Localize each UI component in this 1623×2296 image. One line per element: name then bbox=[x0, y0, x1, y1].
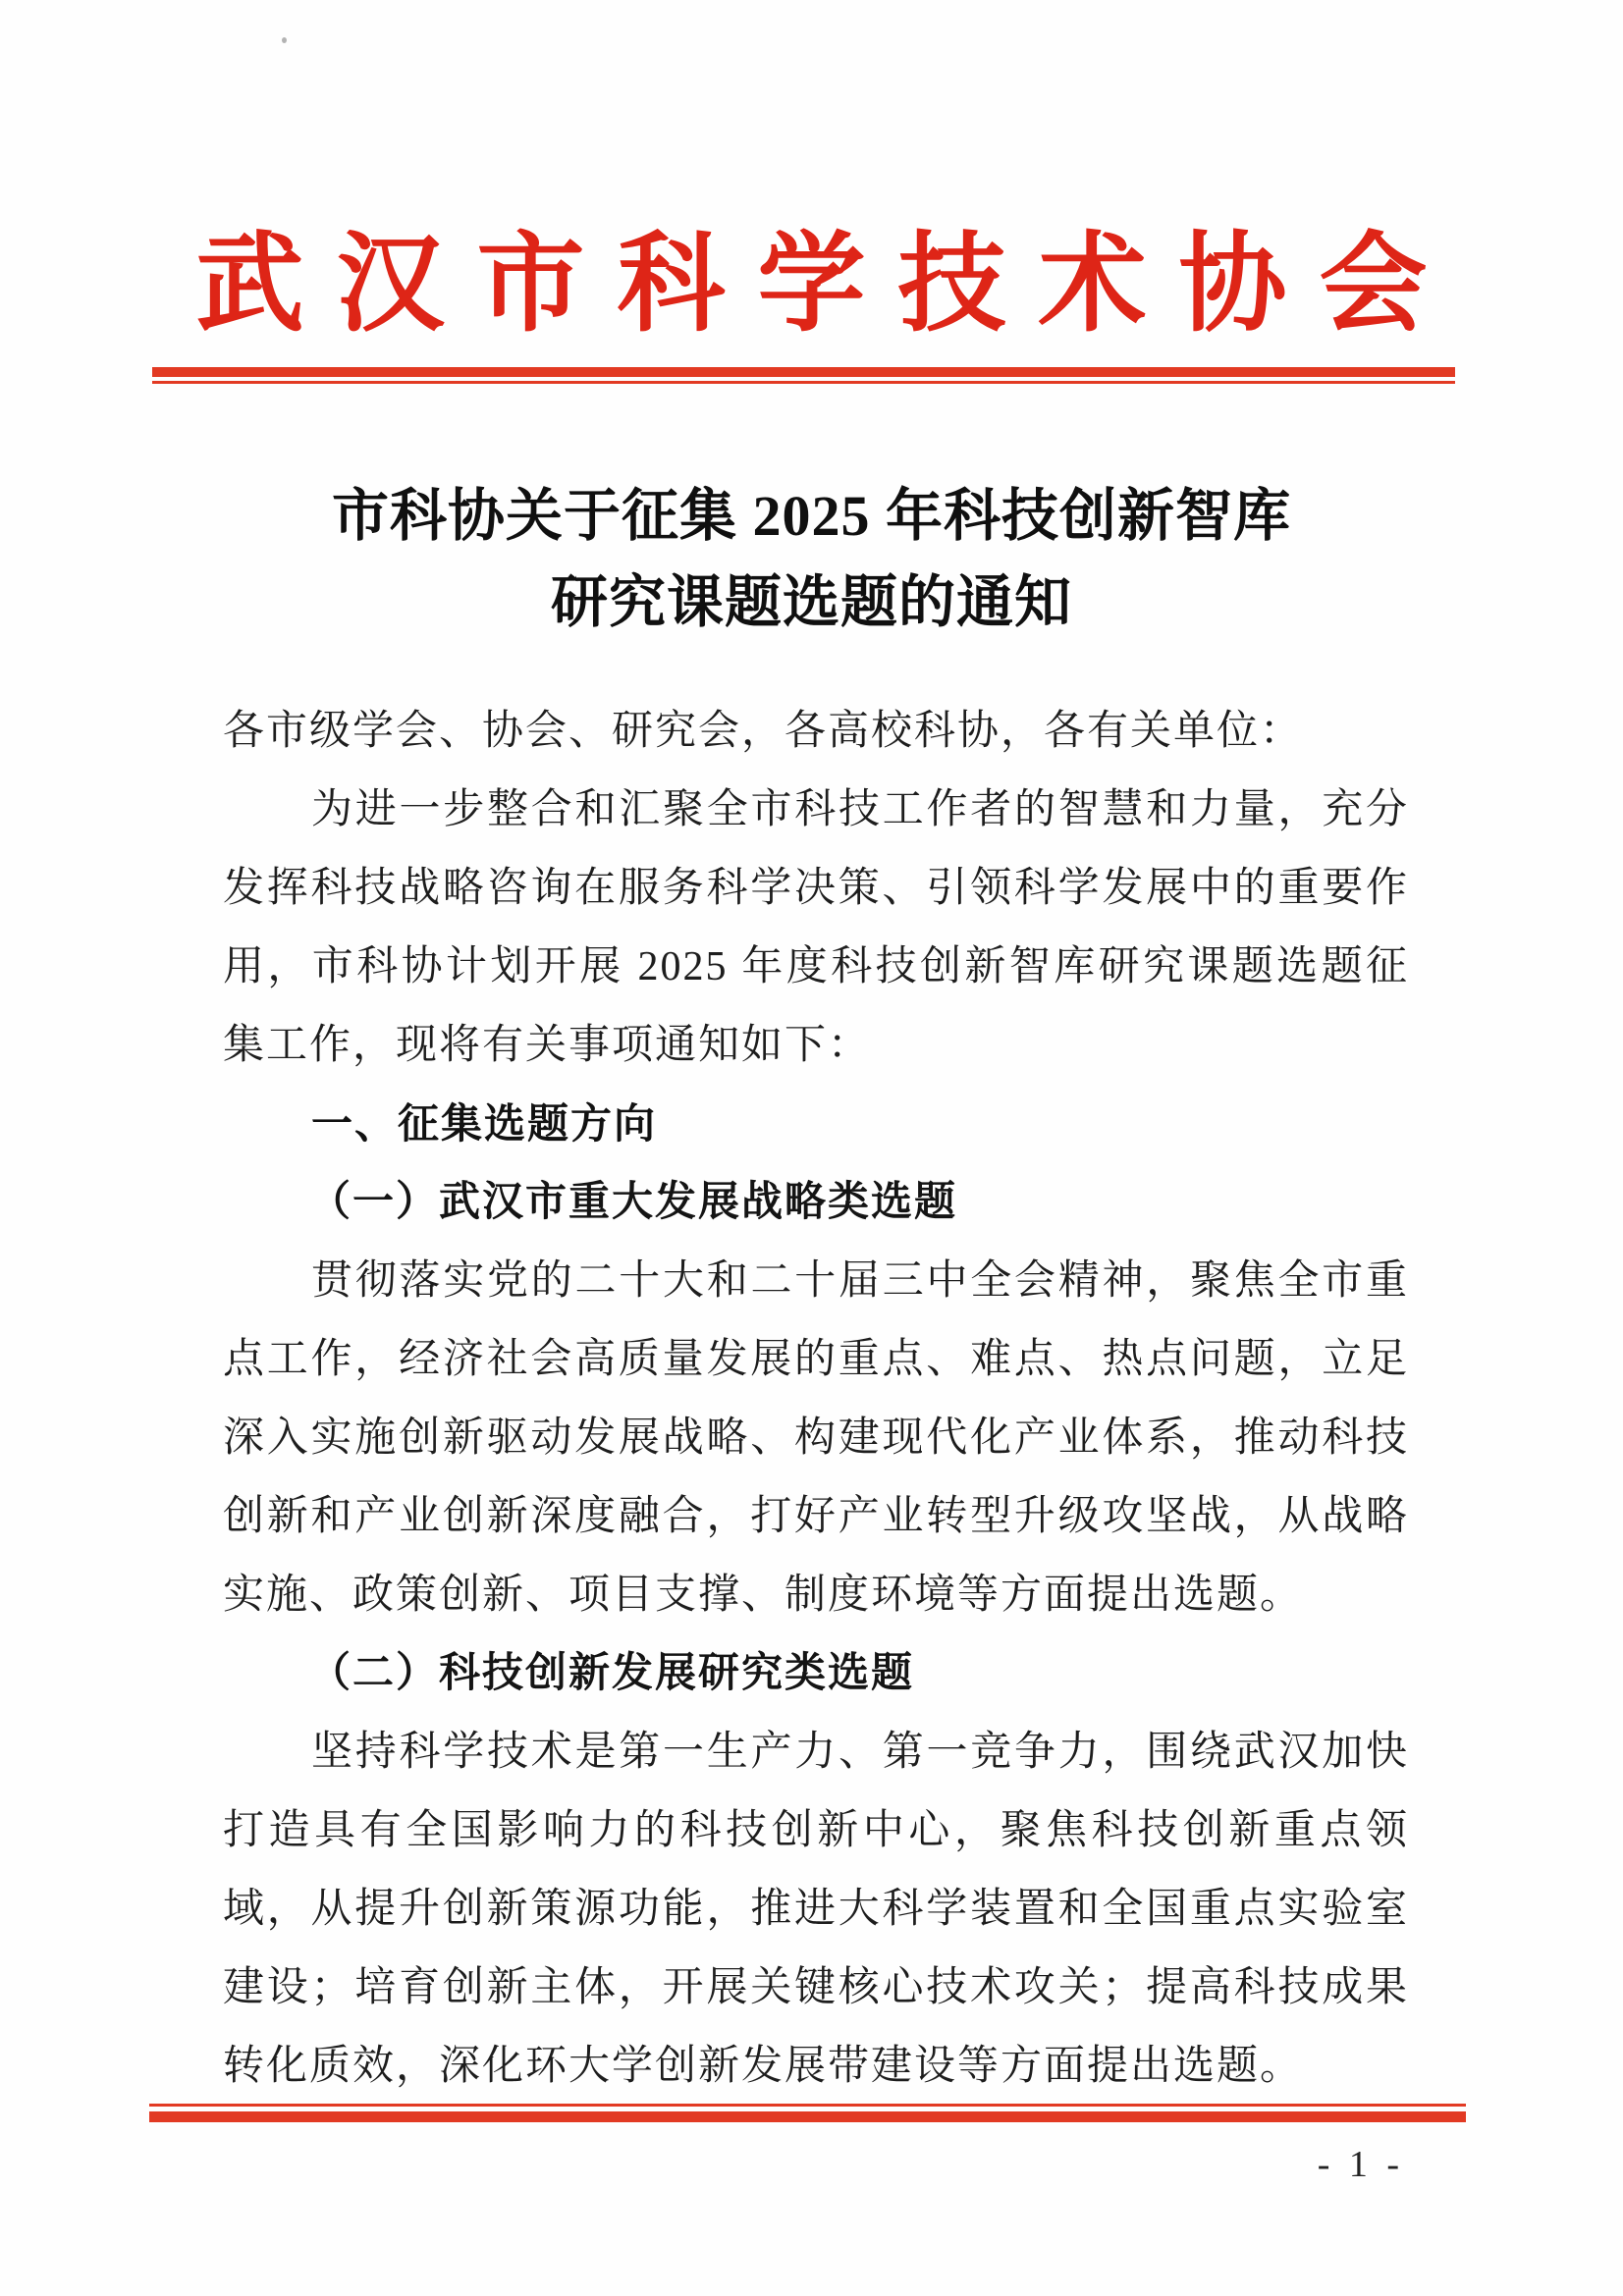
body-line: 贯彻落实党的二十大和二十届三中全会精神，聚焦全市重 bbox=[311, 1258, 1409, 1304]
body-line: 域，从提升创新策源功能，推进大科学装置和全国重点实验室 bbox=[223, 1887, 1409, 1932]
section-heading: （二）科技创新发展研究类选题 bbox=[309, 1651, 915, 1696]
body-line: 集工作，现将有关事项通知如下： bbox=[223, 1023, 872, 1068]
body-line: 为进一步整合和汇聚全市科技工作者的智慧和力量，充分 bbox=[311, 787, 1409, 832]
document-title-line2: 研究课题选题的通知 bbox=[550, 570, 1072, 634]
body-line: 用，市科协计划开展 2025 年度科技创新智库研究课题选题征 bbox=[223, 944, 1409, 989]
body-line: 发挥科技战略咨询在服务科学决策、引领科学发展中的重要作 bbox=[223, 866, 1409, 911]
page-number: - 1 - bbox=[1317, 2144, 1404, 2185]
section-heading: （一）武汉市重大发展战略类选题 bbox=[309, 1180, 958, 1225]
body-line: 实施、政策创新、项目支撑、制度环境等方面提出选题。 bbox=[223, 1573, 1304, 1618]
masthead-org-name: 武汉市科学技术协会 bbox=[195, 225, 1460, 345]
body-line: 各市级学会、协会、研究会，各高校科协，各有关单位： bbox=[223, 709, 1304, 754]
separator-thick-rule bbox=[149, 2111, 1466, 2122]
document-title bbox=[0, 473, 1623, 646]
document-body bbox=[223, 692, 1409, 2106]
section-heading: 一、征集选题方向 bbox=[311, 1100, 658, 1147]
scan-speck bbox=[282, 37, 287, 43]
body-line: 点工作，经济社会高质量发展的重点、难点、热点问题，立足 bbox=[223, 1337, 1409, 1382]
body-line: 创新和产业创新深度融合，打好产业转型升级攻坚战，从战略 bbox=[223, 1494, 1409, 1539]
document-title-line1: 市科协关于征集 2025 年科技创新智库 bbox=[331, 484, 1291, 548]
separator-thin-rule bbox=[152, 381, 1455, 384]
body-line: 转化质效，深化环大学创新发展带建设等方面提出选题。 bbox=[223, 2044, 1304, 2089]
body-line: 坚持科学技术是第一生产力、第一竞争力，围绕武汉加快 bbox=[311, 1730, 1409, 1775]
body-line: 深入实施创新驱动发展战略、构建现代化产业体系，推动科技 bbox=[223, 1415, 1409, 1461]
masthead-separator bbox=[152, 367, 1455, 384]
body-line: 打造具有全国影响力的科技创新中心，聚焦科技创新重点领 bbox=[223, 1808, 1409, 1853]
body-line: 建设；培育创新主体，开展关键核心技术攻关；提高科技成果 bbox=[223, 1965, 1409, 2010]
separator-thick-rule bbox=[152, 367, 1455, 377]
footer-separator bbox=[149, 2104, 1466, 2122]
